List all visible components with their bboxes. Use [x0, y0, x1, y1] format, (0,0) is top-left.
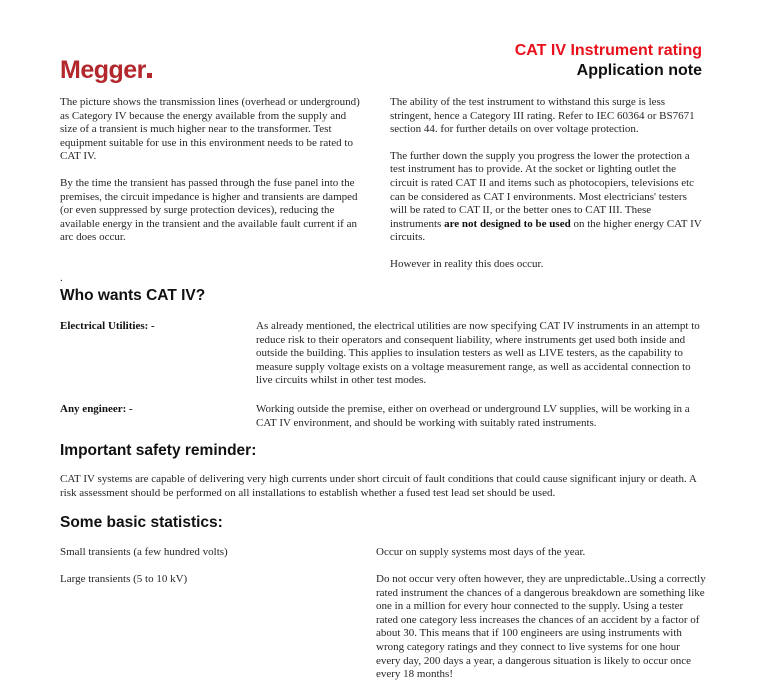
- intro-right-paragraph-1: The ability of the test instrument to withstand this surge is less stringent, hence a Category III rating. Refer to IEC 60364 or BS7671 section 44. for further details on over voltage protection.: [390, 96, 695, 136]
- stray-dot: .: [60, 272, 63, 284]
- intro-left-paragraph-2: By the time the transient has passed through the fuse panel into the premises, the circuit impedance is higher and transients are damped (or even suppressed by surge protection devices), reducing the available energy in the transient and the available fault current if an arc does occur.: [60, 176, 358, 244]
- stats-label-large-transients: Large transients (5 to 10 kV): [60, 573, 188, 585]
- intro-right-column: [390, 96, 704, 272]
- stats-text-large-transients: Do not occur very often however, they are unpredictable..Using a correctly rated instrument the chances of a dangerous breakdown are something like one in a million for every hour connected to the supply. Using a tester rated one category less increases the chances of an accident by a factor of about 30. This means that if 100 engineers are using instruments with wrong category ratings and they connect to live systems for one hour every day, 200 days a year, a dangerous situation is likely to occur once every 18 months!: [376, 573, 706, 681]
- stats-label-small-transients: Small transients (a few hundred volts): [60, 546, 228, 558]
- logo-text: Megger: [60, 56, 146, 84]
- intro-left-column: [60, 96, 362, 245]
- document-title: CAT IV Instrument rating: [514, 42, 702, 59]
- intro-right-paragraph-3: However in reality this does occur.: [390, 257, 544, 270]
- intro-right-paragraph-2-start: The further down the supply you progress the lower the protection a test instrument has to provide. At the socket or lighting outlet the circuit is rated CAT II and items such as photocopiers, televisions etc can be considered as CAT I environments. Most electricians' testers will be rated to CAT II, or the better ones to CAT III. These instruments: [390, 149, 695, 230]
- who-wants-label-engineer: Any engineer: -: [60, 403, 133, 415]
- who-wants-text-engineer: Working outside the premise, either on overhead or underground LV supplies, will be working in a CAT IV environment, and should be working with suitably rated instruments.: [256, 403, 690, 429]
- stats-text-small-transients: Occur on supply systems most days of the year.: [376, 546, 586, 558]
- intro-right-paragraph-2: [390, 150, 704, 245]
- intro-left-paragraph-1: The picture shows the transmission lines (overhead or underground) as Category IV because the energy available from the supply and size of a transient is much higher near to the transformer. Test equipment suitable for use in this environment needs to be rated to CAT IV.: [60, 96, 360, 163]
- who-wants-label-utilities: Electrical Utilities: -: [60, 320, 155, 332]
- megger-logo: [60, 56, 152, 85]
- document-subtitle: Application note: [576, 62, 702, 79]
- intro-right-emphasis: are not designed to be used: [444, 217, 571, 230]
- logo-dot: [147, 73, 152, 78]
- safety-text: CAT IV systems are capable of delivering very high currents under short circuit of fault conditions that could cause significant injury or death. A risk assessment should be performed on all installations to establish whether a fused test lead set should be used.: [60, 473, 697, 499]
- who-wants-text-utilities: As already mentioned, the electrical utilities are now specifying CAT IV instruments in an attempt to reduce risk to their operators and consequent liability, where instruments get used both inside and outside the building. This applies to insulation testers as well as LIVE testers, as the capability to measure supply voltage exists on a voltage measurement range, as well as accidental connection to live circuits whilst in other test modes.: [256, 320, 700, 387]
- who-wants-heading: Who wants CAT IV?: [60, 287, 206, 304]
- statistics-heading: Some basic statistics:: [60, 514, 223, 531]
- safety-heading: Important safety reminder:: [60, 442, 257, 459]
- intro-right-paragraph-2-end: on the higher energy CAT IV circuits.: [390, 217, 702, 244]
